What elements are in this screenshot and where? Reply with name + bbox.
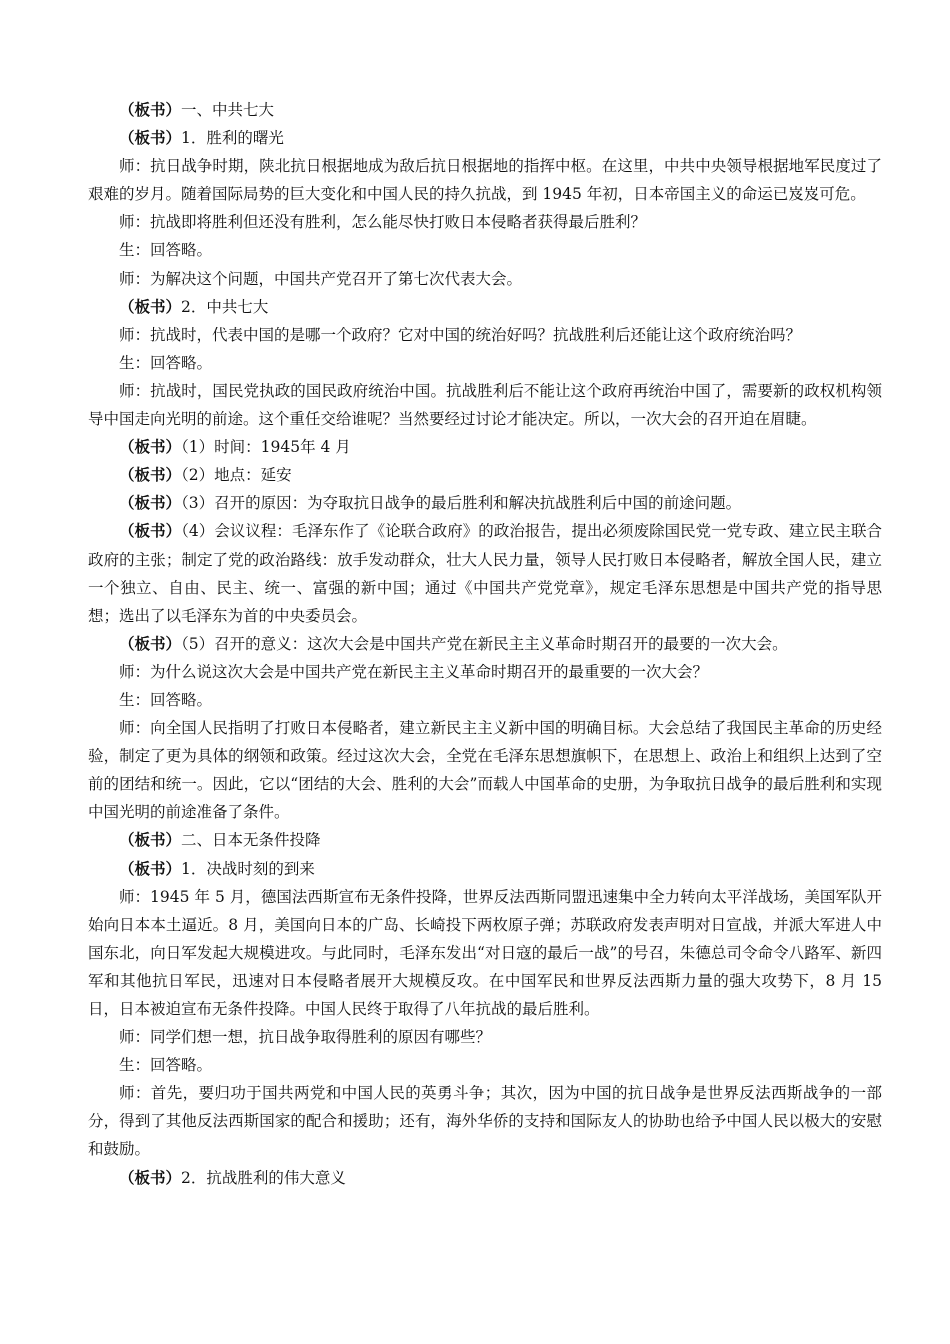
board-tag: （板书）	[119, 465, 182, 485]
paragraph-text: （3）召开的原因：为夺取抗日战争的最后胜利和解决抗战胜利后中国的前途问题。	[181, 494, 742, 513]
paragraph-13	[88, 489, 882, 517]
paragraph-20	[88, 855, 882, 883]
board-tag: （板书）	[119, 100, 182, 119]
paragraph-text: 生：回答略。	[119, 241, 213, 260]
board-tag: （板书）	[119, 521, 182, 541]
paragraph-text: （5）召开的意义：这次大会是中国共产党在新民主主义革命时期召开的最要的一次大会。	[181, 634, 788, 653]
paragraph-3	[88, 152, 882, 208]
paragraph-text: 生：回答略。	[119, 353, 213, 372]
paragraph-text: （2）地点：延安	[181, 466, 292, 485]
paragraph-17	[88, 686, 882, 714]
paragraph-text: 一、中共七大	[181, 101, 275, 119]
paragraph-text: 生：回答略。	[119, 1056, 213, 1075]
board-tag: （板书）	[119, 128, 182, 148]
paragraph-10	[88, 377, 882, 433]
paragraph-text: 师：抗战即将胜利但还没有胜利，怎么能尽快打败日本侵略者获得最后胜利？	[119, 213, 647, 232]
paragraph-text: （1）时间：1945年 4 月	[181, 438, 351, 457]
paragraph-text: 师：向全国人民指明了打败日本侵略者，建立新民主主义新中国的明确目标。大会总结了我国民主革命的历史经验，制定了更为具体的纲领和政策。经过这次大会，全党在毛泽东思想旗帜下，在思想上、政治上和组织上达到了空前的团结和统一。因此，它以“团结的大会、胜利的大会”而载人中国革命的史册，为争取抗日战争的最后胜利和实现中国光明的前途准备了条件。	[88, 719, 882, 822]
paragraph-text: 师：抗战时，代表中国的是哪一个政府？它对中国的统治好吗？抗战胜利后还能让这个政府统治吗？	[119, 325, 802, 344]
paragraph-text: 师：同学们想一想，抗日战争取得胜利的原因有哪些？	[119, 1028, 492, 1047]
paragraph-text: 师：1945 年 5 月，德国法西斯宣布无条件投降，世界反法西斯同盟迅速集中全力转向太平洋战场，美国军队开始向日本本土逼近。8 月，美国向日本的广岛、长崎投下两枚原子弹；苏联政府发表声明对日宣战，并派大军进人中国东北，向日军发起大规模进攻。与此同时，毛泽东发出“对日寇的最后一战”的号召，朱德总司令命令八路军、新四军和其他抗日军民，迅速对日本侵略者展开大规模反攻。在中国军民和世界反法西斯力量的强大攻势下，8 月 15 日，日本被迫宣布无条件投降。中国人民终于取得了八年抗战的最后胜利。	[88, 887, 882, 1018]
paragraph-text: 师：为解决这个问题，中国共产党召开了第七次代表大会。	[119, 269, 523, 288]
paragraph-6	[88, 265, 882, 293]
paragraph-18	[88, 714, 882, 826]
board-tag: （板书）	[119, 1167, 182, 1187]
paragraph-8	[88, 321, 882, 349]
paragraph-15	[88, 630, 882, 658]
board-tag: （板书）	[119, 437, 182, 457]
paragraph-16	[88, 658, 882, 686]
board-tag: （板书）	[119, 858, 182, 878]
board-tag: （板书）	[119, 296, 182, 316]
paragraph-text: 2．中共七大	[181, 297, 269, 316]
paragraph-22	[88, 1023, 882, 1051]
paragraph-text: 师：首先，要归功于国共两党和中国人民的英勇斗争；其次，因为中国的抗日战争是世界反法西斯战争的一部分，得到了其他反法西斯国家的配合和援助；还有，海外华侨的支持和国际友人的协助也给予中国人民以极大的安慰和鼓励。	[88, 1084, 882, 1159]
board-tag: （板书）	[119, 633, 182, 653]
paragraph-25	[88, 1164, 882, 1192]
paragraph-text: 2．抗战胜利的伟大意义	[181, 1168, 346, 1187]
paragraph-19	[88, 826, 882, 854]
paragraph-14	[88, 517, 882, 629]
paragraph-5	[88, 236, 882, 264]
paragraph-23	[88, 1051, 882, 1079]
paragraph-4	[88, 208, 882, 236]
board-tag: （板书）	[119, 830, 182, 850]
paragraph-text: （4）会议议程：毛泽东作了《论联合政府》的政治报告，提出必须废除国民党一党专政、建立民主联合政府的主张；制定了党的政治路线：放手发动群众，壮大人民力量，领导人民打败日本侵略者，解放全国人民，建立一个独立、自由、民主、统一、富强的新中国；通过《中国共产党党章》，规定毛泽东思想是中国共产党的指导思想；选出了以毛泽东为首的中央委员会。	[88, 522, 882, 625]
paragraph-1	[88, 96, 882, 124]
paragraph-text: 师：为什么说这次大会是中国共产党在新民主主义革命时期召开的最重要的一次大会？	[119, 662, 709, 681]
paragraph-text: 二、日本无条件投降	[181, 831, 321, 850]
paragraph-text: 1．胜利的曙光	[181, 129, 284, 148]
paragraph-21	[88, 883, 882, 1023]
paragraph-24	[88, 1079, 882, 1163]
paragraph-9	[88, 349, 882, 377]
paragraph-text: 师：抗日战争时期，陕北抗日根据地成为敌后抗日根据地的指挥中枢。在这里，中共中央领导根据地军民度过了艰难的岁月。随着国际局势的巨大变化和中国人民的持久抗战，到 1945 年初，日本帝国主义的命运已岌岌可危。	[88, 157, 882, 204]
paragraph-2	[88, 124, 882, 152]
paragraph-text: 生：回答略。	[119, 690, 213, 709]
paragraph-7	[88, 293, 882, 321]
paragraph-11	[88, 433, 882, 461]
document-page	[88, 96, 882, 1192]
board-tag: （板书）	[119, 493, 182, 513]
paragraph-text: 1．决战时刻的到来	[181, 859, 315, 878]
paragraph-text: 师：抗战时，国民党执政的国民政府统治中国。抗战胜利后不能让这个政府再统治中国了，需要新的政权机构领导中国走向光明的前途。这个重任交给谁呢？当然要经过讨论才能决定。所以，一次大会的召开迫在眉睫。	[88, 381, 882, 429]
paragraph-12	[88, 461, 882, 489]
